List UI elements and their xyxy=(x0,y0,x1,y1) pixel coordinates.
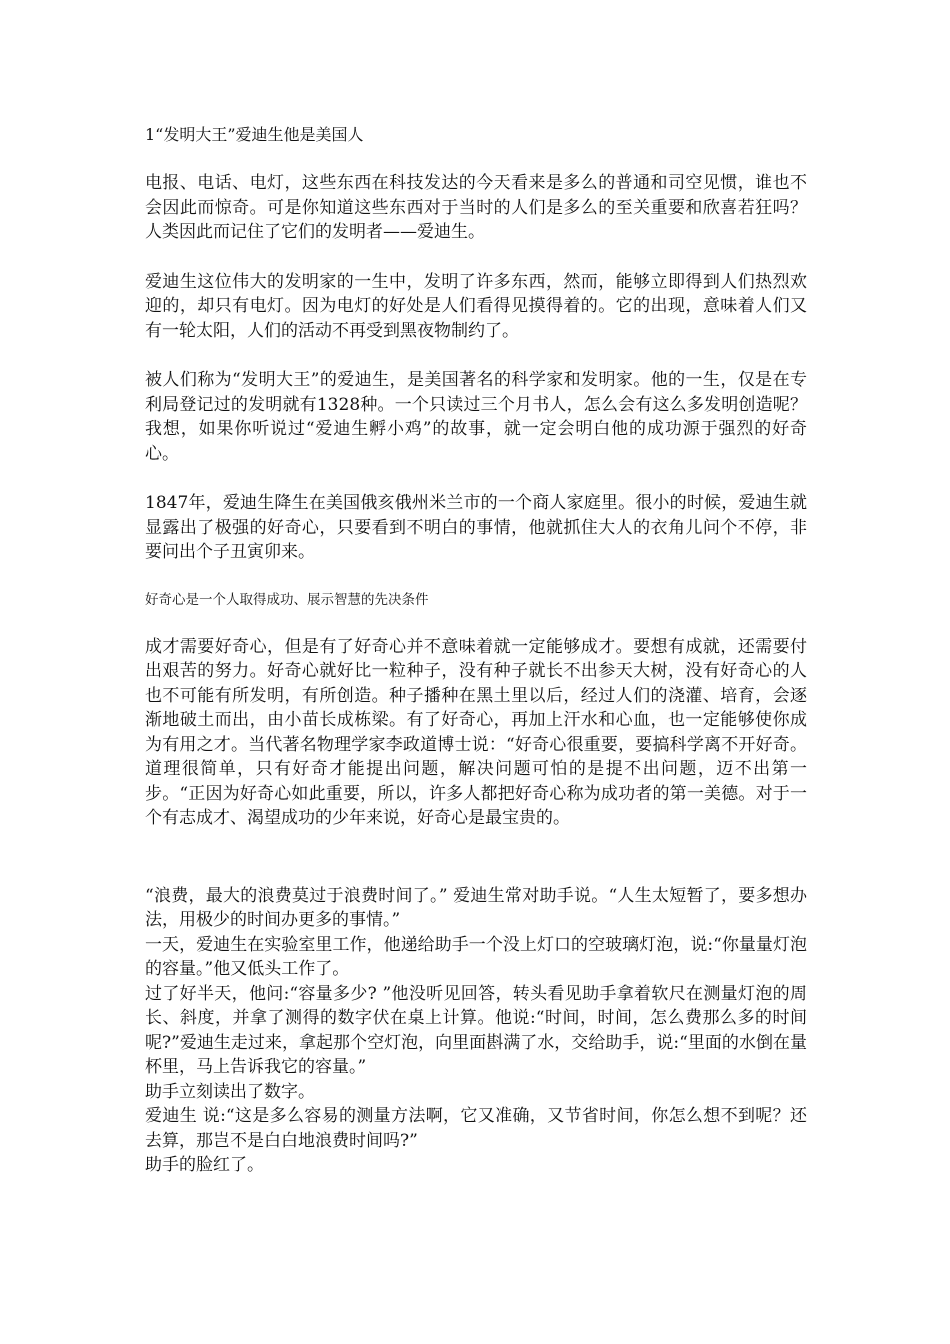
paragraph-invention-king: 被人们称为“发明大王”的爱迪生，是美国著名的科学家和发明家。他的一生，仅是在专利局登记过的发明就有1328种。一个只读过三个月书人，怎么会有这么多发明创造呢？我想，如果你听说过“爱迪生孵小鸡”的故事，就一定会明白他的成功源于强烈的好奇心。 xyxy=(145,370,807,464)
story-line-measure: 过了好半天，他问:“容量多少? ”他没听见回答，转头看见助手拿着软尺在测量灯泡的周长、斜度，并拿了测得的数字伏在桌上计算。他说:“时间，时间，怎么费那么多的时间呢?”爱迪生走过来，拿起那个空灯泡，向里面斟满了水，交给助手，说:“里面的水倒在量杯里，马上告诉我它的容量。” xyxy=(145,983,807,1077)
paragraph-electric-light: 爱迪生这位伟大的发明家的一生中，发明了许多东西，然而，能够立即得到人们热烈欢迎的，却只有电灯。因为电灯的好处是人们看得见摸得着的。它的出现，意味着人们又有一轮太阳，人们的活动不再受到黑夜物制约了。 xyxy=(145,271,807,341)
story-line-lab: 一天，爱迪生在实验室里工作，他递给助手一个没上灯口的空玻璃灯泡，说:“你量量灯泡的容量。”他又低头工作了。 xyxy=(145,934,807,979)
story-line-waste: “浪费，最大的浪费莫过于浪费时间了。” 爱迪生常对助手说。“人生太短暂了，要多想办法，用极少的时间办更多的事情。” xyxy=(145,885,807,930)
paragraph-childhood: 1847年，爱迪生降生在美国俄亥俄州米兰市的一个商人家庭里。很小的时候，爱迪生就显露出了极强的好奇心，只要看到不明白的事情，他就抓住大人的衣角儿问个不停，非要问出个子丑寅卯来。 xyxy=(145,493,807,562)
section-subheading: 好奇心是一个人取得成功、展示智慧的先决条件 xyxy=(145,591,429,608)
document-page xyxy=(145,124,807,1178)
story-line-blush: 助手的脸红了。 xyxy=(145,1155,264,1175)
story-line-reading: 助手立刻读出了数字。 xyxy=(145,1081,315,1102)
story-line-edison-says: 爱迪生 说:“这是多么容易的测量方法啊，它又准确，又节省时间，你怎么想不到呢？还去算，那岂不是白白地浪费时间吗?” xyxy=(145,1106,807,1151)
document-heading: 1“发明大王”爱迪生他是美国人 xyxy=(145,125,364,144)
paragraph-curiosity: 成才需要好奇心，但是有了好奇心并不意味着就一定能够成才。要想有成就，还需要付出艰苦的努力。好奇心就好比一粒种子，没有种子就长不出参天大树，没有好奇心的人也不可能有所发明，有所创造。种子播种在黑土里以后，经过人们的浇灌、培育，会逐渐地破土而出，由小苗长成栋梁。有了好奇心，再加上汗水和心血，也一定能够使你成为有用之才。当代著名物理学家李政道博士说：“好奇心很重要，要搞科学离不开好奇。道理很简单，只有好奇才能提出问题，解决问题可怕的是提不出问题，迈不出第一步。“正因为好奇心如此重要，所以，许多人都把好奇心称为成功者的第一美德。对于一个有志成才、渴望成功的少年来说，好奇心是最宝贵的。 xyxy=(145,636,807,828)
paragraph-inventions-intro: 电报、电话、电灯，这些东西在科技发达的今天看来是多么的普通和司空见惯，谁也不会因此而惊奇。可是你知道这些东西对于当时的人们是多么的至关重要和欣喜若狂吗？人类因此而记住了它们的发明者——爱迪生。 xyxy=(145,173,807,242)
section-gap xyxy=(145,856,807,884)
